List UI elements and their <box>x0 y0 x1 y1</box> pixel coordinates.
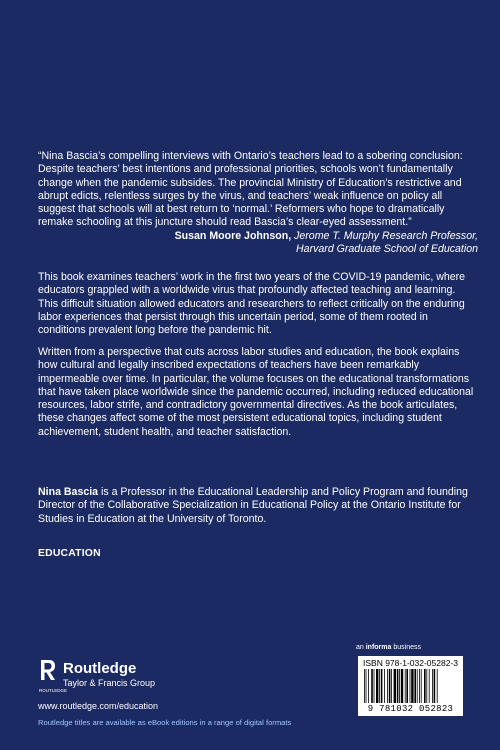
quote-attribution <box>38 230 478 257</box>
barcode-bars <box>364 669 457 703</box>
quote-text: “Nina Bascia’s compelling interviews with Ontario’s teachers lead to a sobering conclusion: Despite teachers’ best intentions and professional priorities, schools won’t fundamentally change when the pandemic subsides. The provincial Ministry of Education’s restrictive and abrupt edicts, relentless surges by the virus, and teachers’ weak influence on policy all suggest that schools will at best return to ‘normal.’ Reformers who hope to dramatically remake schooling at this juncture should read Bascia’s clear-eyed assessment.” <box>38 150 463 229</box>
publisher-name: Routledge <box>63 660 137 677</box>
barcode-bar <box>411 669 413 703</box>
barcode-bar <box>419 669 420 703</box>
barcode-bar <box>374 669 375 703</box>
isbn-label: ISBN 978-1-032-05282-3 <box>363 658 458 668</box>
informa-logo: informa <box>365 644 392 651</box>
barcode-bar <box>391 669 392 703</box>
publisher-url: www.routledge.com/education <box>38 701 159 711</box>
barcode-bar <box>371 669 373 703</box>
barcode-bar <box>381 669 383 703</box>
barcode-bar <box>406 669 408 703</box>
barcode-bar <box>366 669 367 703</box>
barcode-bar <box>368 669 369 703</box>
publisher-logo <box>38 658 238 698</box>
isbn-barcode <box>358 656 463 716</box>
barcode-bar <box>421 669 422 703</box>
barcode-bar <box>376 669 378 703</box>
quote-author-affiliation: Harvard Graduate School of Education <box>296 243 478 256</box>
ebook-footnote: Routledge titles are available as eBook editions in a range of digital formats <box>38 718 292 727</box>
publisher-group: Taylor & Francis Group <box>63 678 156 688</box>
barcode-bar <box>437 669 438 703</box>
author-bio-text: is a Professor in the Educational Leadership and Policy Program and founding Director of the Collaborative Specialization in Educational Policy at the Ontario Institute for Studies in Education at the University of Toronto. <box>38 486 468 525</box>
author-bio <box>38 486 478 526</box>
barcode-bar <box>397 669 399 703</box>
barcode-bar <box>414 669 416 703</box>
barcode-bar <box>379 669 380 703</box>
barcode-bar <box>405 669 406 703</box>
barcode-bar <box>364 669 365 703</box>
barcode-bar <box>387 669 388 703</box>
routledge-logo-icon <box>38 658 68 694</box>
barcode-bar <box>399 669 400 703</box>
quote-author: Susan Moore Johnson, <box>174 229 292 242</box>
barcode-bar <box>432 669 433 703</box>
informa-business-line: an informa business <box>356 644 421 651</box>
barcode-bar <box>426 669 427 703</box>
description-paragraph-2: Written from a perspective that cuts across labor studies and education, the book explains how cultural and legally inscribed expectations of teachers have been remarkably impermeable over time. In particular, the volume focuses on the educational transformations that have taken place worldwide since the pandemic occurred, including reduced educational resources, labor strife, and contradictory governmental directives. As the book articulates, these changes affect some of the most persistent educational topics, including student achievement, student health, and teacher satisfaction. <box>38 346 474 438</box>
barcode-bar <box>389 669 391 703</box>
barcode-bar <box>429 669 430 703</box>
barcode-bar <box>401 669 403 703</box>
barcode-bar <box>417 669 418 703</box>
barcode-bar <box>424 669 426 703</box>
routledge-spine-text: ROUTLEDGE <box>39 688 68 693</box>
endorsement-quote <box>38 150 478 256</box>
description-paragraph-1: This book examines teachers’ work in the first two years of the COVID-19 pandemic, where educators grappled with a worldwide virus that profoundly affected teaching and learning. This difficult situation allowed educators and researchers to reflect critically on the enduring labor experiences that persist through this uncertain period, some of them rooted in conditions prevalent long before the pandemic hit. <box>38 271 466 337</box>
subject-category: EDUCATION <box>38 548 101 559</box>
author-name: Nina Bascia <box>38 486 99 498</box>
barcode-bar <box>384 669 385 703</box>
barcode-digits: 9 781032 052823 <box>367 704 454 714</box>
barcode-bar <box>410 669 411 703</box>
barcode-bar <box>394 669 396 703</box>
quote-author-title: Jerome T. Murphy Research Professor, <box>294 229 478 242</box>
barcode-bar <box>434 669 436 703</box>
